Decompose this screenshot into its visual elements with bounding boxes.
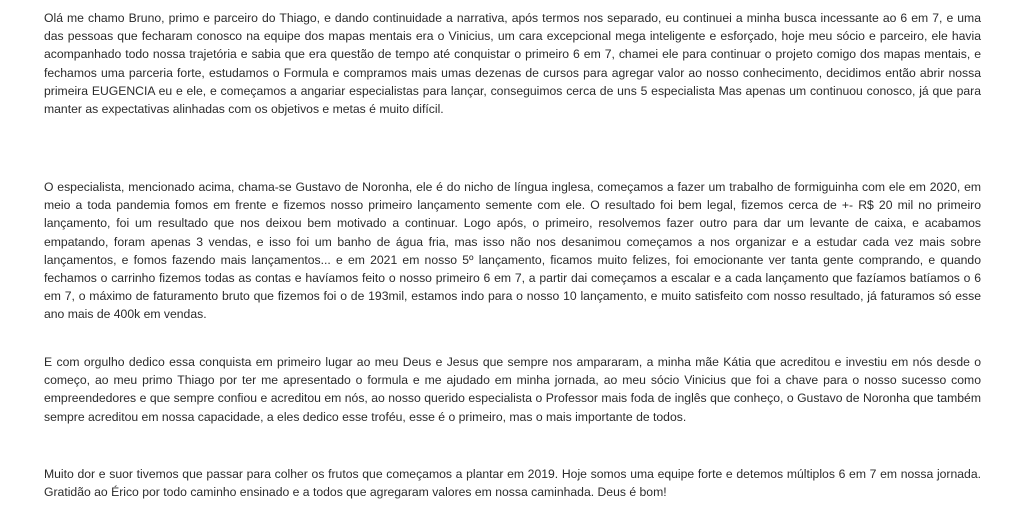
paragraph-closing: Muito dor e suor tivemos que passar para colher os frutos que começamos a plantar em 2019. Hoje somos uma equipe forte e detemos múltiplos 6 em 7 em nossa jornada. Gratidão ao Érico por todo caminho ensinado e a todos que agregaram valores em nossa caminhada. Deus é bom! bbox=[44, 467, 981, 500]
paragraph-specialist: O especialista, mencionado acima, chama-se Gustavo de Noronha, ele é do nicho de língua inglesa, começamos a fazer um trabalho de formiguinha com ele em 2020, em meio a toda pandemia fomos em frente e fizemos nosso primeiro lançamento semente com ele. O resultado foi bem legal, fizemos cerca de +- R$ 20 mil no primeiro lançamento, foi um resultado que nos deixou bem motivado a continuar. Logo após, o primeiro, resolvemos fazer outro para dar um levante de caixa, e acabamos empatando, foram apenas 3 vendas, e isso foi um banho de água fria, mas isso não nos desanimou começamos a nos organizar e a estudar cada vez mais sobre lançamentos, e fomos fazendo mais lançamentos... e em 2021 em nosso 5º lançamento, ficamos muito felizes, foi emocionante ver tanta gente comprando, e quando fechamos o carrinho fizemos todas as contas e havíamos feito o nosso primeiro 6 em 7, a partir dai começamos a escalar e a cada lançamento que fazíamos batíamos o 6 em 7, o máximo de faturamento bruto que fizemos foi o de 193mil, estamos indo para o nosso 10 lançamento, e muito satisfeito com nosso resultado, já faturamos só esse ano mais de 400k em vendas. bbox=[44, 180, 981, 322]
paragraph-intro: Olá me chamo Bruno, primo e parceiro do Thiago, e dando continuidade a narrativa, após termos nos separado, eu continuei a minha busca incessante ao 6 em 7, e uma das pessoas que fecharam conosco na equipe dos mapas mentais era o Vinicius, um cara excepcional mega inteligente e esforçado, hoje meu sócio e parceiro, ele havia acompanhado todo nossa trajetória e sabia que era questão de tempo até conquistar o primeiro 6 em 7, chamei ele para continuar o projeto comigo dos mapas mentais, e fechamos uma parceria forte, estudamos o Formula e compramos mais umas dezenas de cursos para agregar valor ao nosso conhecimento, decidimos então abrir nossa primeira EUGENCIA eu e ele, e começamos a angariar especialistas para lançar, conseguimos cerca de uns 5 especialista Mas apenas um continuou conosco, já que para manter as expectativas alinhadas com os objetivos e metas é muito difícil. bbox=[44, 11, 981, 117]
paragraph-dedication: E com orgulho dedico essa conquista em primeiro lugar ao meu Deus e Jesus que sempre nos ampararam, a minha mãe Kátia que acreditou e investiu em nós desde o começo, ao meu primo Thiago por ter me apresentado o formula e me ajudado em minha jornada, ao meu sócio Vinicius que foi a chave para o nosso sucesso como empreendedores e que sempre confiou e acreditou em nós, ao nosso querido especialista o Professor mais foda de inglês que conheço, o Gustavo de Noronha que também sempre acreditou em nossa capacidade, a eles dedico esse troféu, esse é o primeiro, mas o mais importante de todos. bbox=[44, 355, 981, 424]
